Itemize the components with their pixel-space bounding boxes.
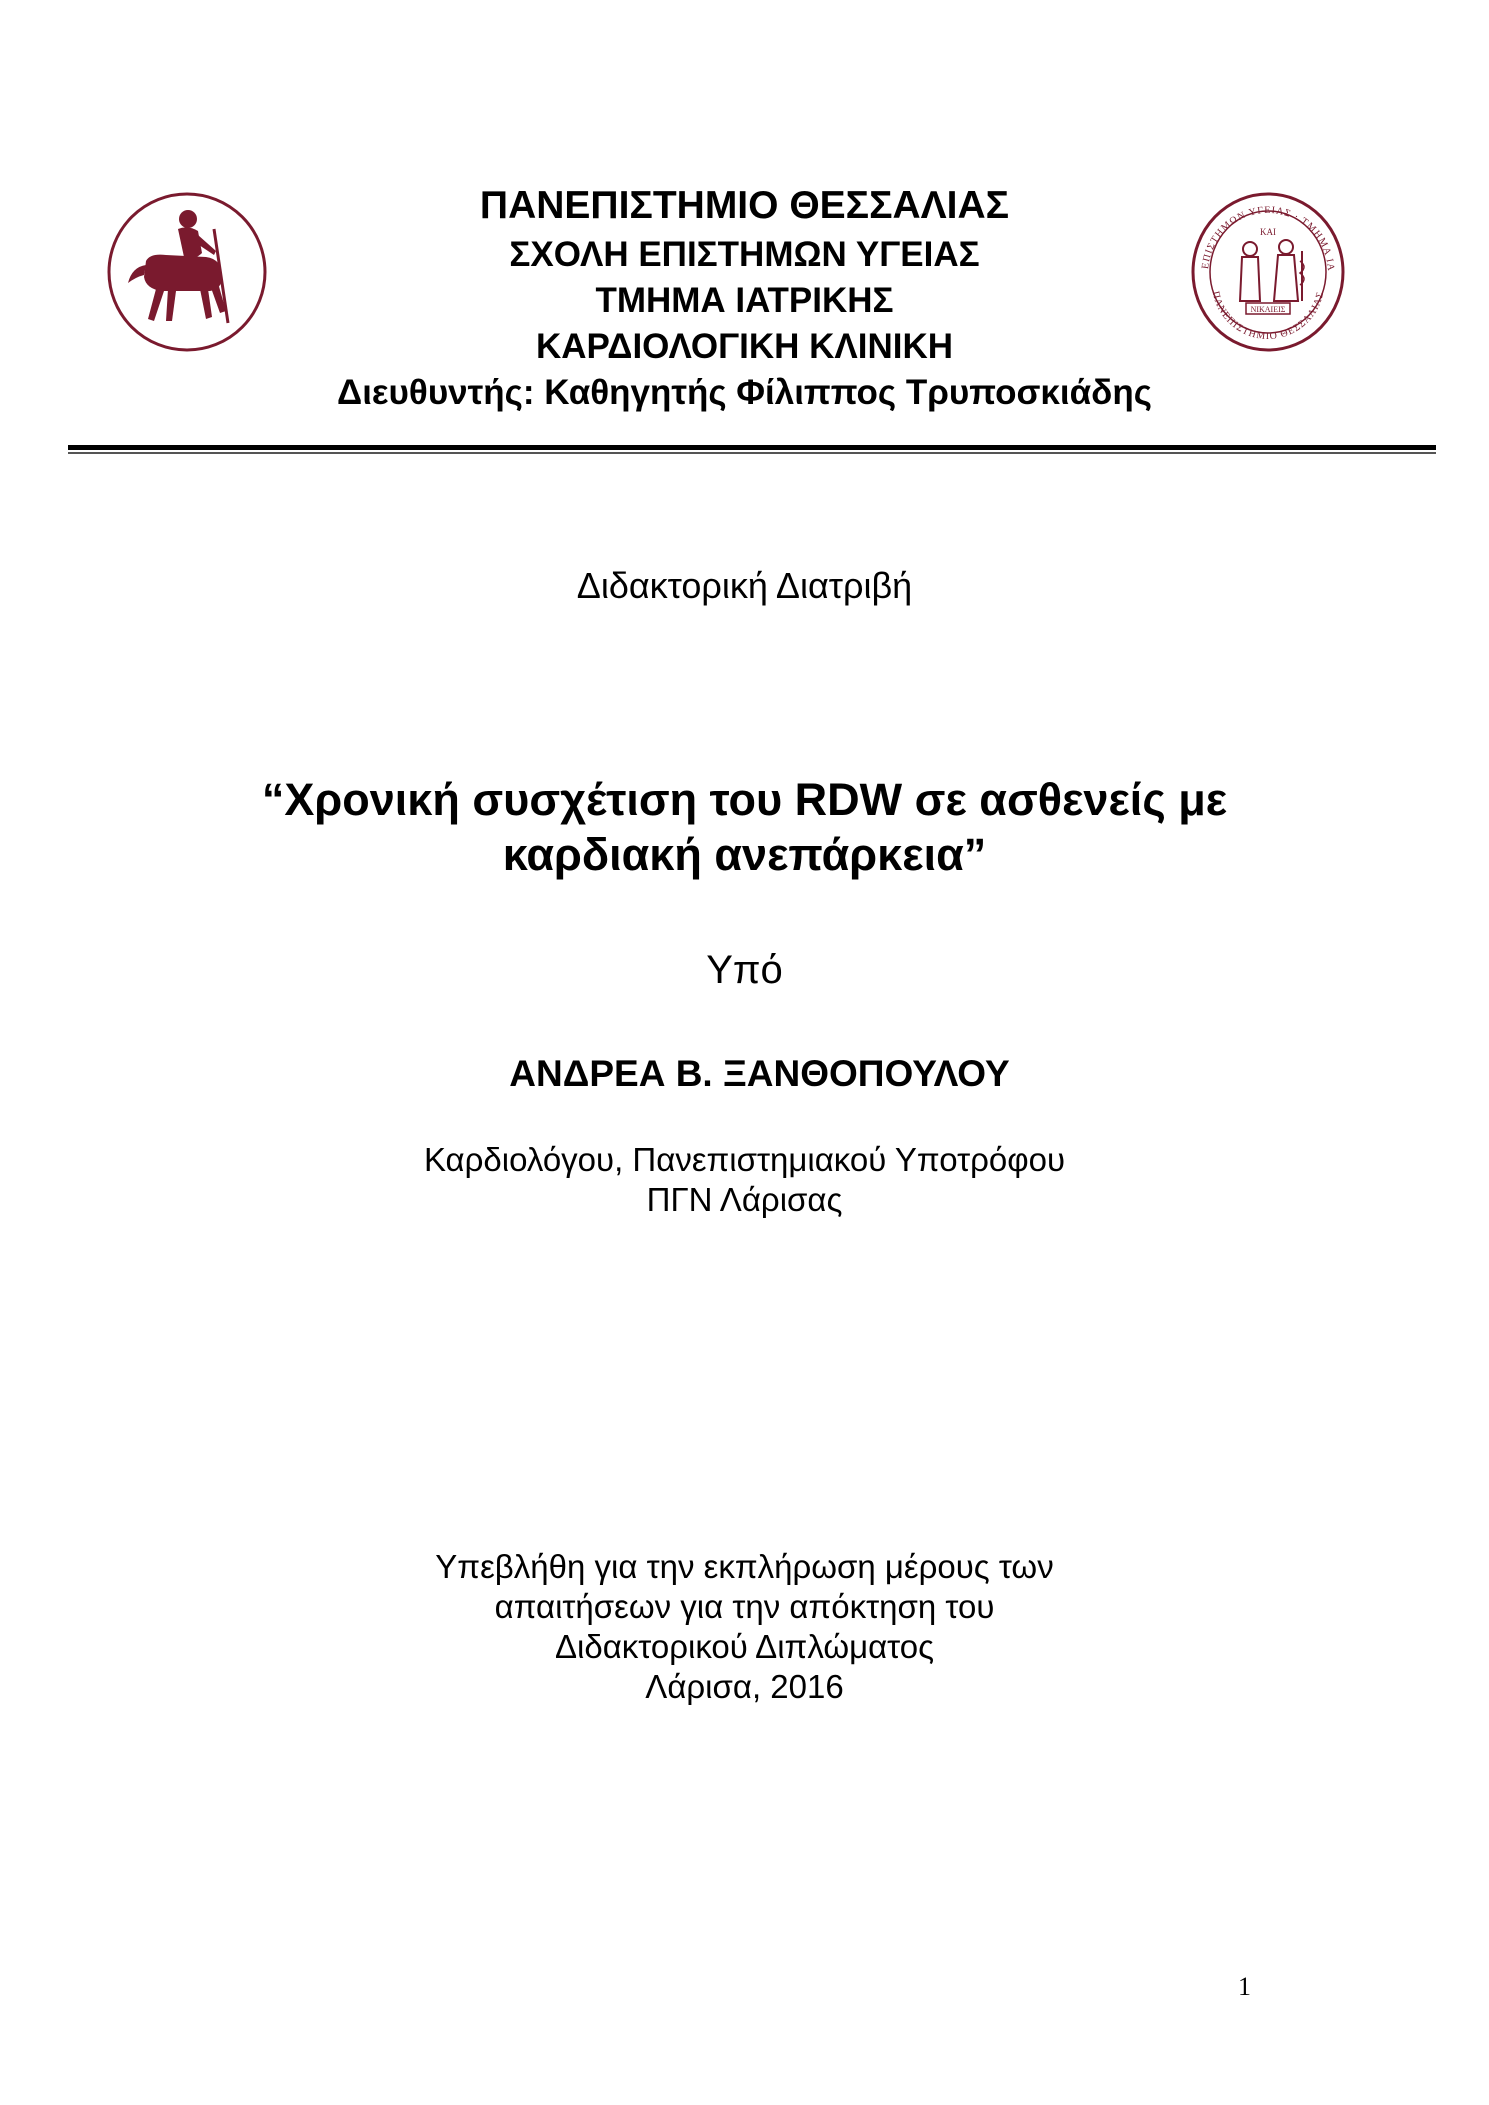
- author-name: ΑΝΔΡΕΑ Β. ΞΑΝΘΟΠΟΥΛΟΥ: [509, 1053, 1010, 1094]
- thesis-title-line-1: “Χρονική συσχέτιση του RDW σε ασθενείς με: [261, 774, 1228, 825]
- university-name: ΠΑΝΕΠΙΣΤΗΜΙΟ ΘΕΣΣΑΛΙΑΣ: [479, 184, 1010, 227]
- department-name: ΤΜΗΜΑ ΙΑΤΡΙΚΗΣ: [595, 281, 894, 320]
- svg-text:ΣΧΟΛΗ ΕΠΙΣΤΗΜΩΝ ΥΓΕΙΑΣ · ΤΜΗΜΑ: ΕΠΙΣΤΗΜΩΝ ΥΓΕΙΑΣ · ΤΜΗΜΑ ΙΑ: [1200, 204, 1337, 272]
- header-divider: [68, 445, 1436, 450]
- submission-line-2: απαιτήσεων για την απόκτηση του: [494, 1588, 995, 1625]
- submission-line-3: Διδακτορικού Διπλώματος: [554, 1628, 935, 1665]
- director-line: Διευθυντής: Καθηγητής Φίλιππος Τρυποσκιάδης: [337, 373, 1152, 412]
- thesis-title-line-2: καρδιακή ανεπάρκεια”: [502, 829, 987, 880]
- author-affiliation-line-1: Καρδιολόγου, Πανεπιστημιακού Υποτρόφου: [423, 1141, 1066, 1178]
- school-name: ΣΧΟΛΗ ΕΠΙΣΤΗΜΩΝ ΥΓΕΙΑΣ: [509, 235, 980, 274]
- header-divider-shadow: [68, 452, 1436, 454]
- place-and-date: Λάρισα, 2016: [645, 1668, 844, 1705]
- clinic-name: ΚΑΡΔΙΟΛΟΓΙΚΗ ΚΛΙΝΙΚΗ: [535, 327, 954, 366]
- svg-text:ΚΑΙ: ΚΑΙ: [1260, 227, 1276, 237]
- author-affiliation-line-2: ΠΓΝ Λάρισας: [646, 1181, 843, 1218]
- submission-line-1: Υπεβλήθη για την εκπλήρωση μέρους των: [435, 1548, 1054, 1585]
- svg-text:ΠΑΝΕΠΙΣΤΗΜΙΟ ΘΕΣΣΑΛΙΑΣ: ΠΑΝΕΠΙΣΤΗΜΙΟ ΘΕΣΣΑΛΙΑΣ: [1209, 290, 1327, 343]
- by-label: Υπό: [706, 948, 783, 992]
- document-type: Διδακτορική Διατριβή: [576, 565, 913, 606]
- page-number: 1: [1238, 1972, 1251, 2001]
- svg-text:ΝΙΚΑΙΕΙΣ: ΝΙΚΑΙΕΙΣ: [1250, 305, 1286, 314]
